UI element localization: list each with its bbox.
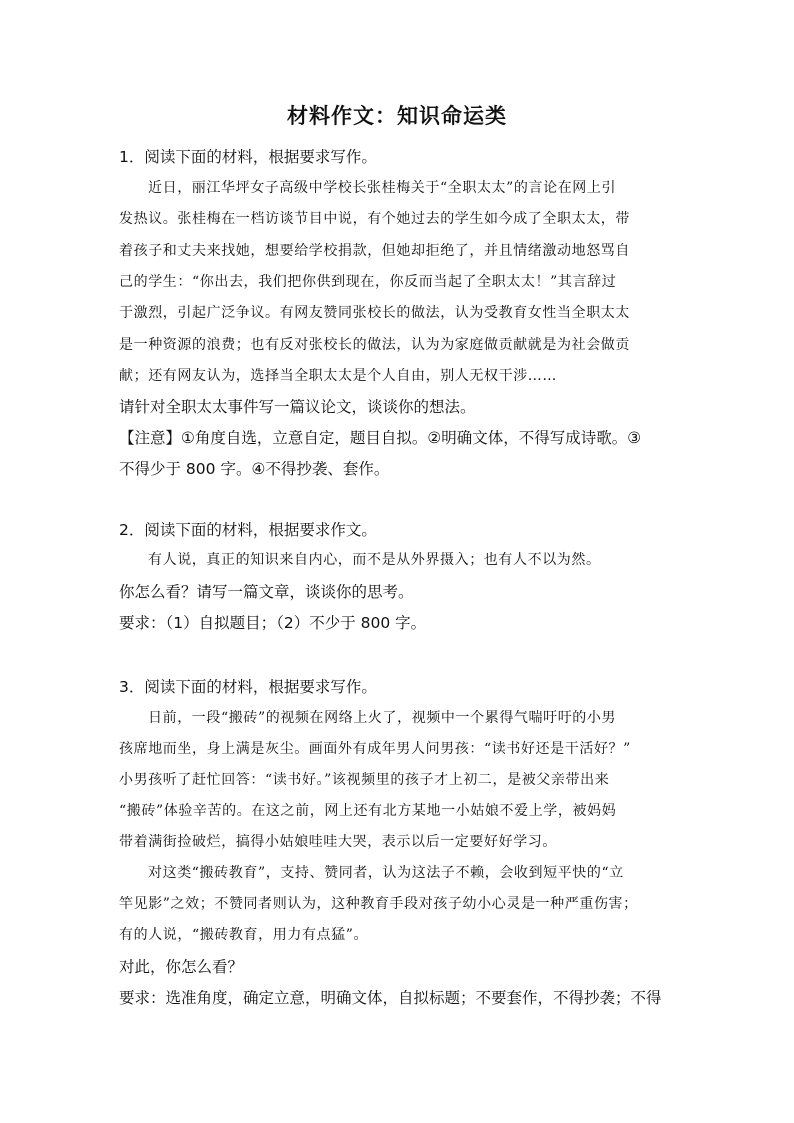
q1-note-line2: 不得少于 800 字。④不得抄袭、套作。 xyxy=(119,460,390,478)
q1-material-line: 己的学生：“你出去，我们把你供到现在，你反而当起了全职太太！”其言辞过 xyxy=(119,274,617,290)
q1-material-line: 是一种资源的浪费；也有反对张校长的做法，认为为家庭做贡献就是为社会做贡 xyxy=(119,337,630,353)
q3-material-line: 小男孩听了赶忙回答：“读书好。”该视频里的孩子才上初二，是被父亲带出来 xyxy=(119,772,610,788)
q3-requirement: 要求：选准角度，确定立意，明确文体，自拟标题；不要套作，不得抄袭；不得 xyxy=(119,989,662,1007)
q3-heading: 3．阅读下面的材料，根据要求写作。 xyxy=(119,678,377,696)
q2-material: 有人说，真正的知识来自内心，而不是从外界摄入；也有人不以为然。 xyxy=(148,552,601,568)
q1-task: 请针对全职太太事件写一篇议论文，谈谈你的想法。 xyxy=(119,398,476,416)
q3-material-line: 带着满街捡破烂，搞得小姑娘哇哇大哭，表示以后一定要好好学习。 xyxy=(119,834,557,850)
q1-material-line: 着孩子和丈夫来找她，想要给学校捐款，但她却拒绝了，并且情绪激动地怒骂自 xyxy=(119,243,630,259)
q3-task: 对此，你怎么看？ xyxy=(119,958,244,976)
q1-note-line1: 【注意】①角度自选，立意自定，题目自拟。②明确文体，不得写成诗歌。③ xyxy=(119,429,642,447)
q3-material-line: 孩席地而坐，身上满是灰尘。画面外有成年男人问男孩：“读书好还是干活好？” xyxy=(119,741,631,757)
q2-heading: 2．阅读下面的材料，根据要求作文。 xyxy=(119,521,377,539)
q1-heading: 1．阅读下面的材料，根据要求写作。 xyxy=(119,148,377,166)
q3-material-line: “搬砖”体验辛苦的。在这之前，网上还有北方某地一小姑娘不爱上学，被妈妈 xyxy=(119,803,617,819)
q2-task: 你怎么看？请写一篇文章，谈谈你的思考。 xyxy=(119,583,414,601)
q3-material-line: 对这类“搬砖教育”，支持、赞同者，认为这法子不赖，会收到短平快的“立 xyxy=(148,865,624,881)
q1-material-line: 于激烈，引起广泛争议。有网友赞同张校长的做法，认为受教育女性当全职太太 xyxy=(119,305,630,321)
q1-material-line: 近日，丽江华坪女子高级中学校长张桂梅关于“全职太太”的言论在网上引 xyxy=(148,180,617,196)
q1-material-line: 献；还有网友认为，选择当全职太太是个人自由，别人无权干涉…… xyxy=(119,368,557,384)
q1-material-line: 发热议。张桂梅在一档访谈节目中说，有个她过去的学生如今成了全职太太，带 xyxy=(119,211,630,227)
document-title: 材料作文：知识命运类 xyxy=(287,103,507,128)
q3-material-line: 日前，一段“搬砖”的视频在网络上火了，视频中一个累得气喘吁吁的小男 xyxy=(148,710,617,726)
q3-material-line: 竿见影”之效；不赞同者则认为，这种教育手段对孩子幼小心灵是一种严重伤害； xyxy=(119,896,638,912)
q2-requirement: 要求：（1）自拟题目；（2）不少于 800 字。 xyxy=(119,614,427,632)
q3-material-line: 有的人说，“搬砖教育，用力有点猛”。 xyxy=(119,927,369,943)
